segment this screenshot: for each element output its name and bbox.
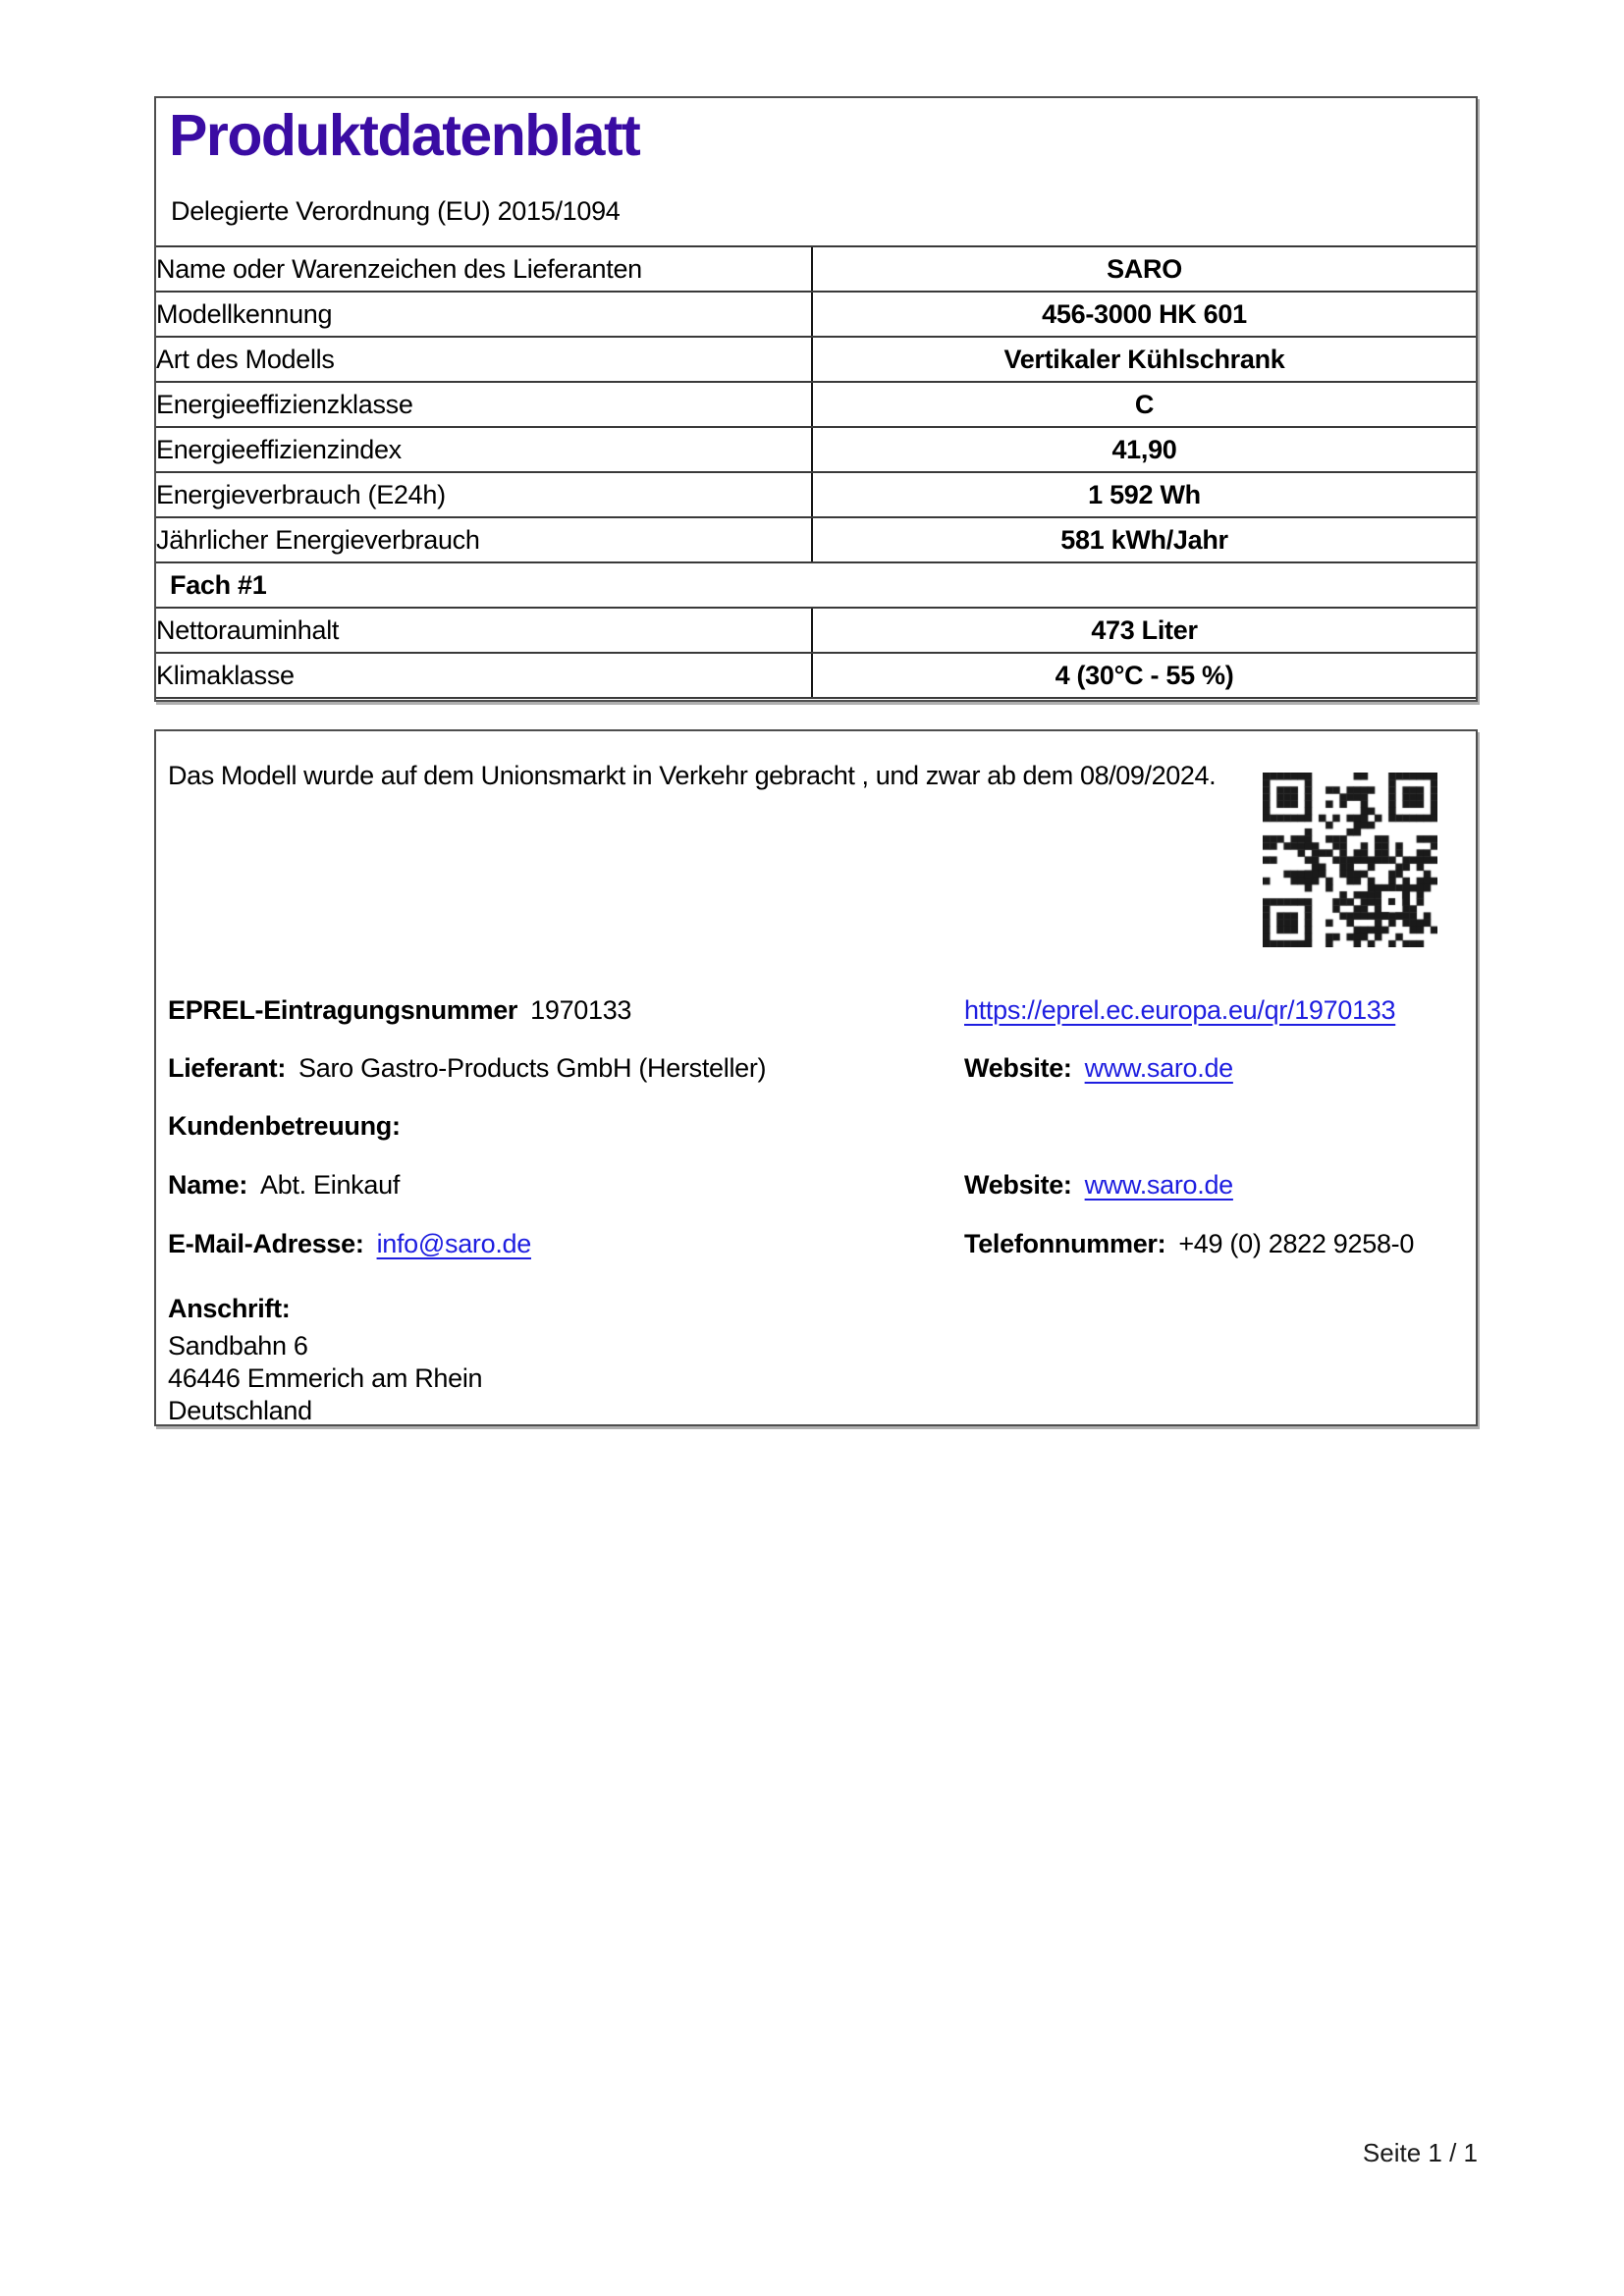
row-value: 473 Liter [812, 608, 1476, 653]
row-value: 1 592 Wh [812, 472, 1476, 517]
website-link[interactable]: www.saro.de [1084, 1053, 1233, 1083]
email-row [168, 1229, 531, 1259]
row-value: C [812, 382, 1476, 427]
table-row [156, 427, 1476, 472]
table-row [156, 608, 1476, 653]
table-row [156, 653, 1476, 698]
datasheet-box [154, 96, 1478, 702]
supplier-name: Saro Gastro-Products GmbH (Hersteller) [298, 1053, 767, 1083]
table-row [156, 472, 1476, 517]
table-row [156, 517, 1476, 562]
eprel-label: EPREL-Eintragungsnummer [168, 995, 518, 1025]
table-row [156, 292, 1476, 337]
website-label: Website: [964, 1170, 1072, 1200]
eprel-link-cell [964, 995, 1395, 1026]
regulation-subtitle: Delegierte Verordnung (EU) 2015/1094 [171, 196, 621, 226]
table-row [156, 337, 1476, 382]
section-label: Fach #1 [156, 562, 1476, 608]
customer-care-heading: Kundenbetreuung: [168, 1111, 401, 1141]
email-link[interactable]: info@saro.de [376, 1229, 531, 1258]
table-row [156, 382, 1476, 427]
row-label: Modellkennung [156, 292, 812, 337]
page-title: Produktdatenblatt [169, 103, 640, 168]
row-label: Nettorauminhalt [156, 608, 812, 653]
address-line: 46446 Emmerich am Rhein [168, 1363, 483, 1393]
row-label: Energieverbrauch (E24h) [156, 472, 812, 517]
eprel-link[interactable]: https://eprel.ec.europa.eu/qr/1970133 [964, 995, 1396, 1025]
phone-row [964, 1229, 1414, 1259]
contact-name-label: Name: [168, 1170, 248, 1200]
row-label: Klimaklasse [156, 653, 812, 698]
eprel-number: 1970133 [530, 995, 632, 1025]
row-value: 41,90 [812, 427, 1476, 472]
phone-value: +49 (0) 2822 9258-0 [1178, 1229, 1415, 1258]
market-info-box [154, 729, 1478, 1426]
page-number: Seite 1 / 1 [1362, 2138, 1478, 2167]
contact-name-value: Abt. Einkauf [260, 1170, 401, 1200]
website-link[interactable]: www.saro.de [1084, 1170, 1233, 1200]
supplier-row [168, 1053, 766, 1084]
row-label: Energieeffizienzindex [156, 427, 812, 472]
website-row [964, 1053, 1233, 1084]
section-row [156, 562, 1476, 608]
qr-code-icon [1263, 773, 1437, 947]
contact-name-row [168, 1170, 400, 1201]
row-label: Art des Modells [156, 337, 812, 382]
address-block [168, 1294, 482, 1427]
row-label: Energieeffizienzklasse [156, 382, 812, 427]
email-label: E-Mail-Adresse: [168, 1229, 364, 1258]
row-value: 456-3000 HK 601 [812, 292, 1476, 337]
row-value: SARO [812, 246, 1476, 292]
address-line: Sandbahn 6 [168, 1331, 308, 1361]
phone-label: Telefonnummer: [964, 1229, 1166, 1258]
website-label: Website: [964, 1053, 1072, 1083]
row-value: 4 (30°C - 55 %) [812, 653, 1476, 698]
row-value: Vertikaler Kühlschrank [812, 337, 1476, 382]
supplier-label: Lieferant: [168, 1053, 287, 1083]
market-statement: Das Modell wurde auf dem Unionsmarkt in Verkehr gebracht , und zwar ab dem 08/09/2024. [168, 761, 1217, 790]
eprel-row [168, 995, 631, 1026]
row-label: Jährlicher Energieverbrauch [156, 517, 812, 562]
row-value: 581 kWh/Jahr [812, 517, 1476, 562]
address-heading: Anschrift: [168, 1294, 291, 1323]
address-line: Deutschland [168, 1396, 312, 1425]
website-row-2 [964, 1170, 1233, 1201]
row-label: Name oder Warenzeichen des Lieferanten [156, 246, 812, 292]
table-row [156, 246, 1476, 292]
product-spec-table [156, 245, 1476, 699]
